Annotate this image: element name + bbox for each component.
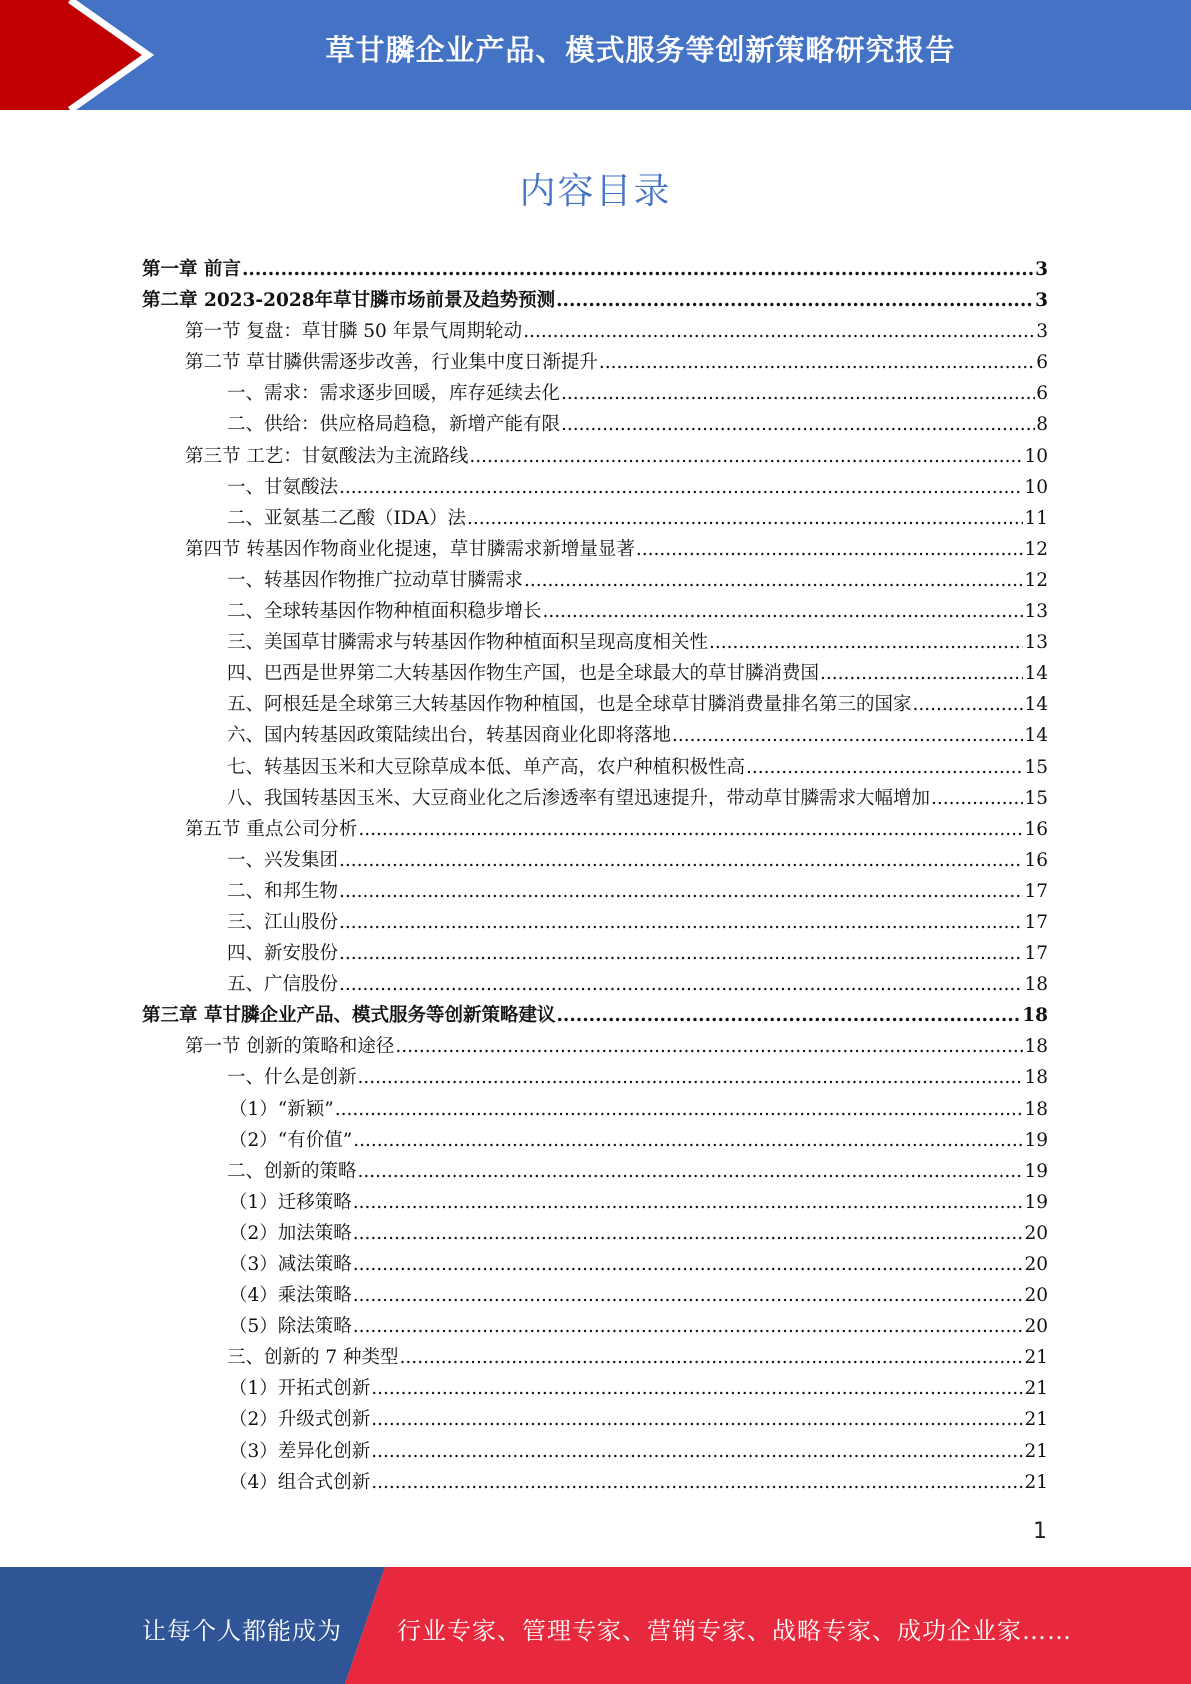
toc-leader-dots (400, 1342, 1024, 1373)
toc-entry-title: 第二节 草甘膦供需逐步改善，行业集中度日渐提升 (185, 352, 598, 374)
toc-entry-title: （5）除法策略 (229, 1316, 352, 1338)
toc-entry-page: 17 (1024, 943, 1048, 965)
toc-entry-page: 10 (1024, 476, 1048, 498)
toc-leader-dots (339, 938, 1023, 969)
toc-entry-title: 一、兴发集团 (227, 849, 339, 871)
toc-leader-dots (561, 409, 1035, 440)
toc-entry[interactable] (142, 409, 1048, 440)
toc-entry-title: 二、亚氨基二乙酸（IDA）法 (227, 507, 467, 529)
toc-entry-title: 四、巴西是世界第二大转基因作物生产国，也是全球最大的草甘膦消费国 (227, 663, 820, 685)
toc-leader-dots (709, 627, 1023, 658)
toc-entry-title: 第四节 转基因作物商业化提速，草甘膦需求新增量显著 (185, 538, 635, 560)
toc-entry-page: 3 (1035, 290, 1048, 312)
toc-entry-title: 七、转基因玉米和大豆除草成本低、单产高，农户种植积极性高 (227, 756, 746, 778)
toc-entry[interactable] (142, 378, 1048, 409)
toc-entry-page: 19 (1024, 1160, 1048, 1182)
toc-entry[interactable] (142, 1467, 1048, 1498)
toc-entry-title: 二、全球转基因作物种植面积稳步增长 (227, 601, 542, 623)
toc-leader-dots (339, 472, 1023, 503)
toc-entry-page: 18 (1024, 1098, 1048, 1120)
toc-leader-dots (820, 658, 1023, 689)
toc-entry[interactable] (142, 1031, 1048, 1062)
toc-leader-dots (371, 1404, 1023, 1435)
toc-entry-page: 17 (1024, 911, 1048, 933)
toc-entry[interactable] (142, 814, 1048, 845)
toc-entry-title: 第三章 草甘膦企业产品、模式服务等创新策略建议 (142, 1005, 556, 1027)
toc-entry[interactable] (142, 1373, 1048, 1404)
toc-entry-page: 8 (1036, 414, 1048, 436)
toc-entry-title: （3）差异化创新 (229, 1440, 371, 1462)
toc-leader-dots (931, 783, 1023, 814)
page-number: 1 (1033, 1519, 1047, 1544)
toc-entry-page: 12 (1024, 569, 1048, 591)
toc-entry[interactable] (142, 596, 1048, 627)
toc-entry[interactable] (142, 1218, 1048, 1249)
toc-leader-dots (556, 1000, 1021, 1031)
toc-entry-title: 六、国内转基因政策陆续出台，转基因商业化即将落地 (227, 725, 672, 747)
footer-slogan-right: 行业专家、管理专家、营销专家、战略专家、成功企业家…… (397, 1617, 1072, 1645)
toc-leader-dots (353, 1125, 1023, 1156)
toc-entry-page: 16 (1024, 818, 1048, 840)
toc-entry[interactable] (142, 254, 1048, 285)
toc-entry-page: 21 (1024, 1471, 1048, 1493)
toc-leader-dots (371, 1373, 1023, 1404)
toc-entry-page: 19 (1024, 1191, 1048, 1213)
toc-entry-page: 21 (1024, 1409, 1048, 1431)
toc-entry-page: 20 (1024, 1254, 1048, 1275)
toc-entry-page: 20 (1024, 1222, 1048, 1244)
toc-entry-title: （2）加法策略 (229, 1222, 352, 1244)
toc-leader-dots (556, 285, 1034, 316)
toc-leader-dots (371, 1436, 1023, 1467)
toc-entry-title: 第一章 前言 (142, 259, 241, 280)
toc-entry-page: 20 (1024, 1316, 1048, 1338)
toc-entry-page: 12 (1024, 538, 1048, 560)
toc-entry-page: 15 (1024, 756, 1048, 778)
toc-leader-dots (913, 689, 1024, 720)
toc-entry-title: 第二章 2023-2028年草甘膦市场前景及趋势预测 (142, 290, 556, 312)
toc-leader-dots (358, 1062, 1024, 1093)
toc-entry-page: 11 (1024, 507, 1048, 529)
toc-entry-title: 二、和邦生物 (227, 880, 339, 902)
toc-entry-title: 一、甘氨酸法 (227, 476, 339, 498)
toc-entry-title: 五、阿根廷是全球第三大转基因作物种植国，也是全球草甘膦消费量排名第三的国家 (227, 694, 912, 716)
toc-entry-title: （1）“新颖” (229, 1098, 334, 1120)
toc-entry[interactable] (142, 503, 1048, 534)
toc-entry[interactable] (142, 347, 1048, 378)
toc-entry-title: 三、江山股份 (227, 911, 339, 933)
toc-entry-title: 三、创新的 7 种类型 (227, 1347, 399, 1369)
toc-entry-title: 一、转基因作物推广拉动草甘膦需求 (227, 569, 524, 591)
toc-leader-dots (339, 845, 1023, 876)
toc-entry[interactable] (142, 1062, 1048, 1093)
toc-entry[interactable] (142, 1342, 1048, 1373)
toc-leader-dots (358, 1156, 1024, 1187)
header-banner (0, 0, 1191, 110)
toc-entry[interactable] (142, 658, 1048, 689)
toc-entry[interactable] (142, 1404, 1048, 1435)
toc-entry[interactable] (142, 1125, 1048, 1156)
toc-entry-page: 16 (1024, 849, 1048, 871)
toc-entry[interactable] (142, 1156, 1048, 1187)
toc-leader-dots (353, 1187, 1024, 1218)
toc-entry-page: 18 (1024, 1067, 1048, 1089)
toc-entry[interactable] (142, 1311, 1048, 1342)
toc-entry-title: （4）乘法策略 (229, 1285, 352, 1307)
toc-entry-title: 一、什么是创新 (227, 1067, 357, 1089)
toc-entry[interactable] (142, 783, 1048, 814)
toc-leader-dots (467, 503, 1023, 534)
toc-entry-page: 18 (1022, 1005, 1048, 1027)
toc-entry-title: 二、供给：供应格局趋稳，新增产能有限 (227, 414, 561, 436)
toc-entry[interactable] (142, 1249, 1048, 1280)
toc-entry[interactable] (142, 1094, 1048, 1125)
toc-leader-dots (339, 907, 1023, 938)
toc-entry-page: 3 (1035, 259, 1048, 280)
toc-entry-page: 18 (1024, 974, 1048, 996)
toc-leader-dots (358, 814, 1023, 845)
toc-entry-title: 八、我国转基因玉米、大豆商业化之后渗透率有望迅速提升，带动草甘膦需求大幅增加 (227, 787, 931, 809)
toc-entry[interactable] (142, 689, 1048, 720)
toc-leader-dots (746, 752, 1023, 783)
toc-leader-dots (523, 316, 1035, 347)
toc-entry-page: 21 (1024, 1440, 1048, 1462)
toc-entry-title: 第一节 创新的策略和途径 (185, 1036, 395, 1058)
toc-entry-title: （1）迁移策略 (229, 1191, 352, 1213)
toc-entry[interactable] (142, 627, 1048, 658)
toc-entry-page: 10 (1024, 445, 1048, 467)
toc-leader-dots (524, 565, 1023, 596)
toc-entry-page: 19 (1024, 1129, 1048, 1151)
toc-entry-page: 21 (1024, 1378, 1048, 1400)
toc-heading: 内容目录 (519, 171, 672, 212)
toc-entry[interactable] (142, 316, 1048, 347)
toc-leader-dots (672, 720, 1023, 751)
toc-entry[interactable] (142, 752, 1048, 783)
toc-entry-title: 二、创新的策略 (227, 1160, 357, 1182)
toc-entry[interactable] (142, 1436, 1048, 1467)
toc-entry-page: 18 (1024, 1036, 1048, 1058)
toc-entry-page: 21 (1024, 1347, 1048, 1369)
toc-entry-title: （2）升级式创新 (229, 1409, 371, 1431)
toc-entry-page: 15 (1024, 787, 1048, 809)
toc-entry-page: 3 (1036, 321, 1048, 343)
toc-entry-title: 五、广信股份 (227, 974, 339, 996)
toc-leader-dots (353, 1218, 1024, 1249)
toc-leader-dots (561, 378, 1035, 409)
toc-leader-dots (353, 1311, 1024, 1342)
toc-entry[interactable] (142, 1000, 1048, 1031)
toc-entry-title: （4）组合式创新 (229, 1471, 371, 1493)
toc-leader-dots (371, 1467, 1023, 1498)
toc-entry[interactable] (142, 285, 1048, 316)
toc-leader-dots (543, 596, 1024, 627)
toc-entry-page: 6 (1036, 352, 1048, 374)
toc-leader-dots (599, 347, 1035, 378)
toc-entry[interactable] (142, 472, 1048, 503)
toc-entry-page: 14 (1024, 663, 1048, 685)
toc-leader-dots (469, 441, 1023, 472)
footer-slogan-left: 让每个人都能成为 (142, 1617, 342, 1645)
toc-entry-title: 四、新安股份 (227, 943, 339, 965)
toc-entry-title: 第三节 工艺：甘氨酸法为主流路线 (185, 445, 469, 467)
toc-entry[interactable] (142, 969, 1048, 1000)
toc-leader-dots (339, 876, 1023, 907)
toc-entry[interactable] (142, 938, 1048, 969)
report-title: 草甘膦企业产品、模式服务等创新策略研究报告 (325, 33, 956, 67)
toc-entry[interactable] (142, 876, 1048, 907)
toc-entry-page: 20 (1024, 1285, 1048, 1307)
toc-entry-page: 13 (1024, 601, 1048, 623)
toc-entry-page: 14 (1024, 725, 1048, 747)
toc-leader-dots (242, 254, 1034, 285)
toc-entry[interactable] (142, 720, 1048, 751)
table-of-contents (142, 254, 1048, 1498)
footer-banner (0, 1567, 1191, 1684)
toc-entry-title: 第五节 重点公司分析 (185, 818, 358, 840)
toc-entry-title: （3）减法策略 (229, 1254, 352, 1275)
toc-entry-title: （1）开拓式创新 (229, 1378, 371, 1400)
toc-leader-dots (353, 1249, 1024, 1280)
toc-entry[interactable] (142, 1280, 1048, 1311)
toc-entry-title: （2）“有价值” (229, 1129, 353, 1151)
toc-entry[interactable] (142, 845, 1048, 876)
toc-entry-title: 一、需求：需求逐步回暖，库存延续去化 (227, 383, 561, 405)
toc-entry[interactable] (142, 441, 1048, 472)
toc-leader-dots (636, 534, 1024, 565)
toc-entry-page: 13 (1024, 632, 1048, 654)
toc-leader-dots (395, 1031, 1023, 1062)
toc-entry-page: 6 (1036, 383, 1048, 405)
toc-entry-page: 17 (1024, 880, 1048, 902)
toc-entry[interactable] (142, 534, 1048, 565)
toc-entry-page: 14 (1024, 694, 1048, 716)
toc-leader-dots (335, 1094, 1024, 1125)
toc-leader-dots (339, 969, 1023, 1000)
toc-leader-dots (353, 1280, 1024, 1311)
toc-entry-title: 三、美国草甘膦需求与转基因作物种植面积呈现高度相关性 (227, 632, 709, 654)
toc-entry[interactable] (142, 565, 1048, 596)
toc-entry[interactable] (142, 1187, 1048, 1218)
toc-entry-title: 第一节 复盘：草甘膦 50 年景气周期轮动 (185, 321, 523, 343)
toc-entry[interactable] (142, 907, 1048, 938)
